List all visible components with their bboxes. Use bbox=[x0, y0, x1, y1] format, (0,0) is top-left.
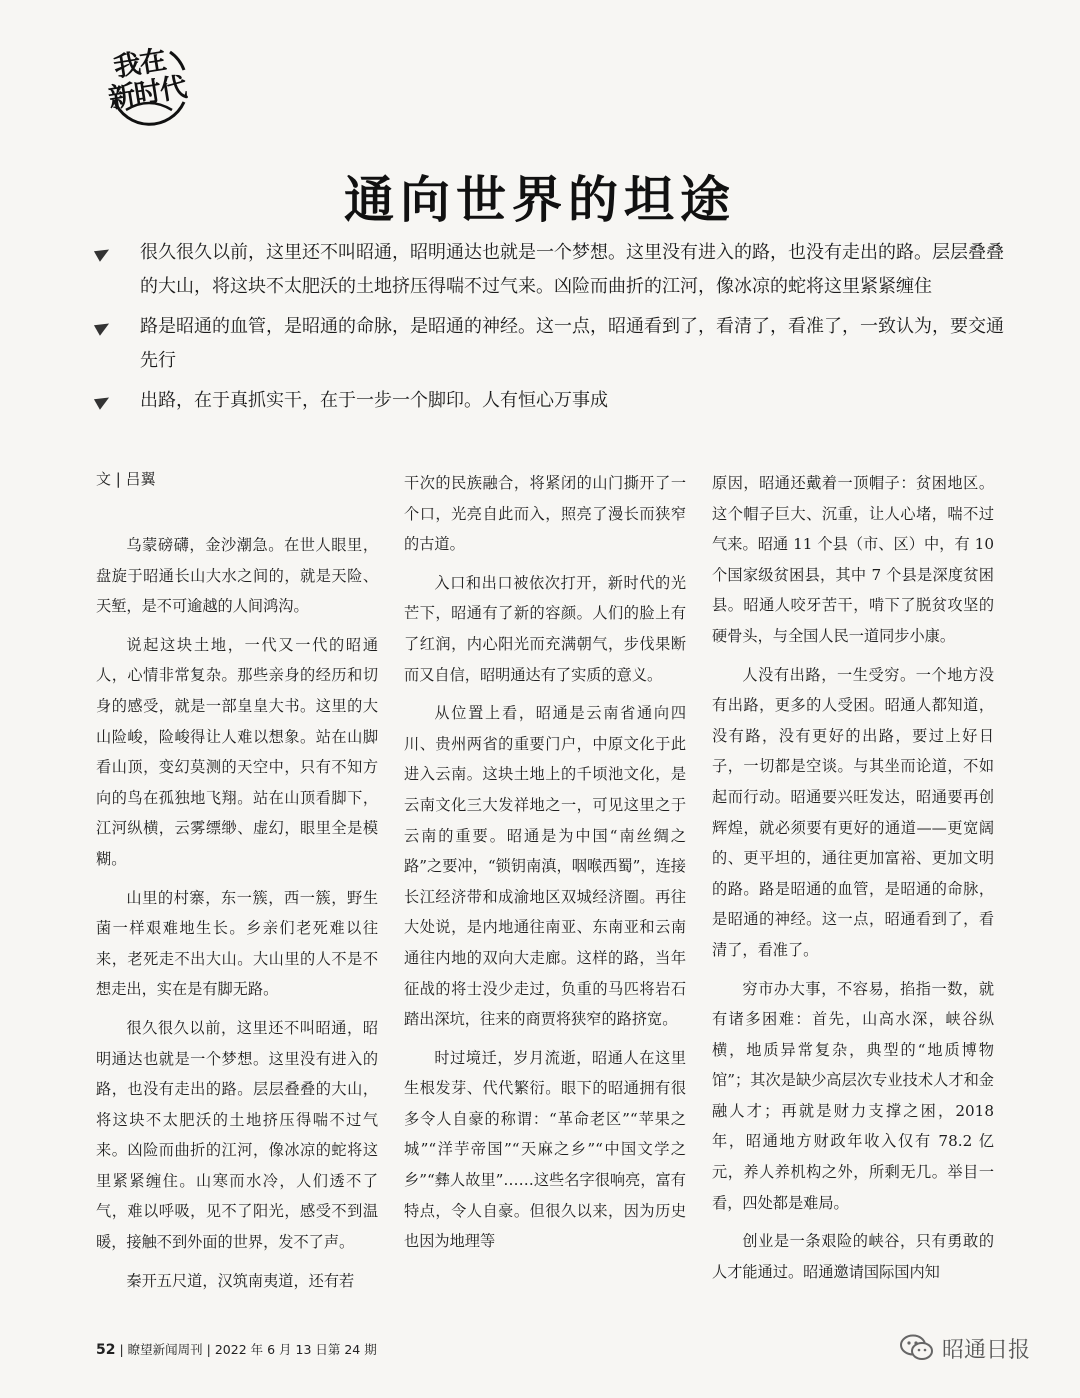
paragraph: 很久很久以前，这里还不叫昭通，昭明通达也就是一个梦想。这里没有进入的路，也没有走出的路。层层叠叠的大山，将这块不太肥沃的土地挤压得喘不过气来。凶险而曲折的江河，像冰凉的蛇将这里紧紧缠住。山寒而水冷，人们透不了气，难以呼吸，见不了阳光，感受不到温暖，接触不到外面的世界，发不了声。 bbox=[96, 1018, 378, 1252]
article-title: 通向世界的坦途 bbox=[344, 171, 736, 229]
issue-date: 2022 年 6 月 13 日第 24 期 bbox=[214, 1342, 377, 1357]
paragraph: 入口和出口被依次打开，新时代的光芒下，昭通有了新的容颜。人们的脸上有了红润，内心阳光而充满朝气，步伐果断而又自信，昭明通达有了实质的意义。 bbox=[404, 573, 686, 684]
paragraph: 人没有出路，一生受穷。一个地方没有出路，更多的人受困。昭通人都知道，没有路，没有更好的出路，要过上好日子，一切都是空谈。与其坐而论道，不如起而行动。昭通要兴旺发达，昭通要再创辉煌，就必须要有更好的通道——更宽阔的、更平坦的，通往更加富裕、更加文明的路。路是昭通的血管，是昭通的命脉，是昭通的神经。这一点，昭通看到了，看清了，看准了。 bbox=[712, 665, 994, 959]
badge-line-2: 新时代 bbox=[106, 71, 189, 115]
body-column-3 bbox=[712, 468, 994, 1295]
lead-item bbox=[96, 310, 1006, 378]
magazine-name: 瞭望新闻周刊 bbox=[127, 1342, 203, 1357]
paragraph: 乌蒙磅礴，金沙潮急。在世人眼里，盘旋于昭通长山大水之间的，就是天险、天堑，是不可逾越的人间鸿沟。 bbox=[96, 536, 378, 616]
arrow-bullet-icon bbox=[94, 392, 112, 409]
wechat-icon bbox=[900, 1334, 934, 1362]
author-byline: 文 | 吕翼 bbox=[96, 470, 156, 488]
paragraph: 穷市办大事，不容易，掐指一数，就有诸多困难：首先，山高水深，峡谷纵横，地质异常复杂，典型的“地质博物馆”；其次是缺少高层次专业技术人才和金融人才；再就是财力支撑之困，2018 年，昭通地方财政年收入仅有 78.2 亿元，养人养机构之外，所剩无几。举目一看，四处都是难局。 bbox=[712, 979, 994, 1212]
body-column-1 bbox=[96, 530, 378, 1304]
watermark-text: 昭通日报 bbox=[942, 1337, 1031, 1363]
lead-text: 很久很久以前，这里还不叫昭通，昭明通达也就是一个梦想。这里没有进入的路，也没有走出的路。层层叠叠的大山，将这块不太肥沃的土地挤压得喘不过气来。凶险而曲折的江河，像冰凉的蛇将这里紧紧缠住 bbox=[140, 242, 1004, 297]
paragraph: 原因，昭通还戴着一顶帽子：贫困地区。这个帽子巨大、沉重，让人心堵，喘不过气来。昭通 11 个县（市、区）中，有 10 个国家级贫困县，其中 7 个县是深度贫困县。昭通人咬牙苦干，啃下了脱贫攻坚的硬骨头，与全国人民一道同步小康。 bbox=[712, 474, 994, 645]
paragraph: 干次的民族融合，将紧闭的山门撕开了一个口，光亮自此而入，照亮了漫长而狭窄的古道。 bbox=[404, 474, 686, 554]
page-number: 52 bbox=[96, 1342, 116, 1358]
lead-item bbox=[96, 236, 1006, 304]
paragraph: 说起这块土地，一代又一代的昭通人，心情非常复杂。那些亲身的经历和切身的感受，就是一部皇皇大书。这里的大山险峻，险峻得让人难以想象。站在山脚看山顶，变幻莫测的天空中，只有不知方向的鸟在孤独地飞翔。站在山顶看脚下，江河纵横，云雾缥缈、虚幻，眼里全是模糊。 bbox=[96, 635, 378, 868]
source-watermark bbox=[900, 1330, 1030, 1366]
body-column-2 bbox=[404, 468, 686, 1265]
paragraph: 秦开五尺道，汉筑南夷道，还有若 bbox=[126, 1271, 355, 1290]
badge-line-1: 我在 bbox=[111, 44, 168, 84]
lead-text: 路是昭通的血管，是昭通的命脉，是昭通的神经。这一点，昭通看到了，看清了，看准了，一致认为，要交通先行 bbox=[140, 316, 1004, 371]
paragraph: 创业是一条艰险的峡谷，只有勇敢的人才能通过。昭通邀请国际国内知 bbox=[712, 1232, 994, 1281]
lead-text: 出路，在于真抓实干，在于一步一个脚印。人有恒心万事成 bbox=[140, 390, 608, 411]
paragraph: 时过境迁，岁月流逝，昭通人在这里生根发芽、代代繁衍。眼下的昭通拥有很多令人自豪的称谓：“革命老区”“苹果之城”“洋芋帝国”“天麻之乡”“中国文学之乡”“彝人故里”……这些名字很响亮，富有特点，令人自豪。但很久以来，因为历史也因为地理等 bbox=[404, 1048, 686, 1251]
paragraph: 山里的村寨，东一簇，西一簇，野生菌一样艰难地生长。乡亲们老死难以往来，老死走不出大山。大山里的人不是不想走出，实在是有脚无路。 bbox=[96, 888, 378, 999]
paragraph: 从位置上看，昭通是云南省通向四川、贵州两省的重要门户，中原文化于此进入云南。这块土地上的千顷池文化，是云南文化三大发祥地之一，可见这里之于云南的重要。昭通是为中国“南丝绸之路”之要冲，“锁钥南滇，咽喉西蜀”，连接长江经济带和成渝地区双城经济圈。再往大处说，是内地通往南亚、东南亚和云南通往内地的双向大走廊。这样的路，当年征战的将士没少走过，负重的马匹将岩石踏出深坑，往来的商贾将狭窄的路挤宽。 bbox=[404, 704, 686, 1029]
column-badge bbox=[100, 40, 198, 134]
page-footer: 52 | 瞭望新闻周刊 | 2022 年 6 月 13 日第 24 期 bbox=[96, 1342, 377, 1358]
arrow-bullet-icon bbox=[94, 318, 112, 335]
arrow-bullet-icon bbox=[94, 244, 112, 261]
lead-summary bbox=[96, 236, 1006, 424]
lead-item bbox=[96, 384, 1006, 418]
